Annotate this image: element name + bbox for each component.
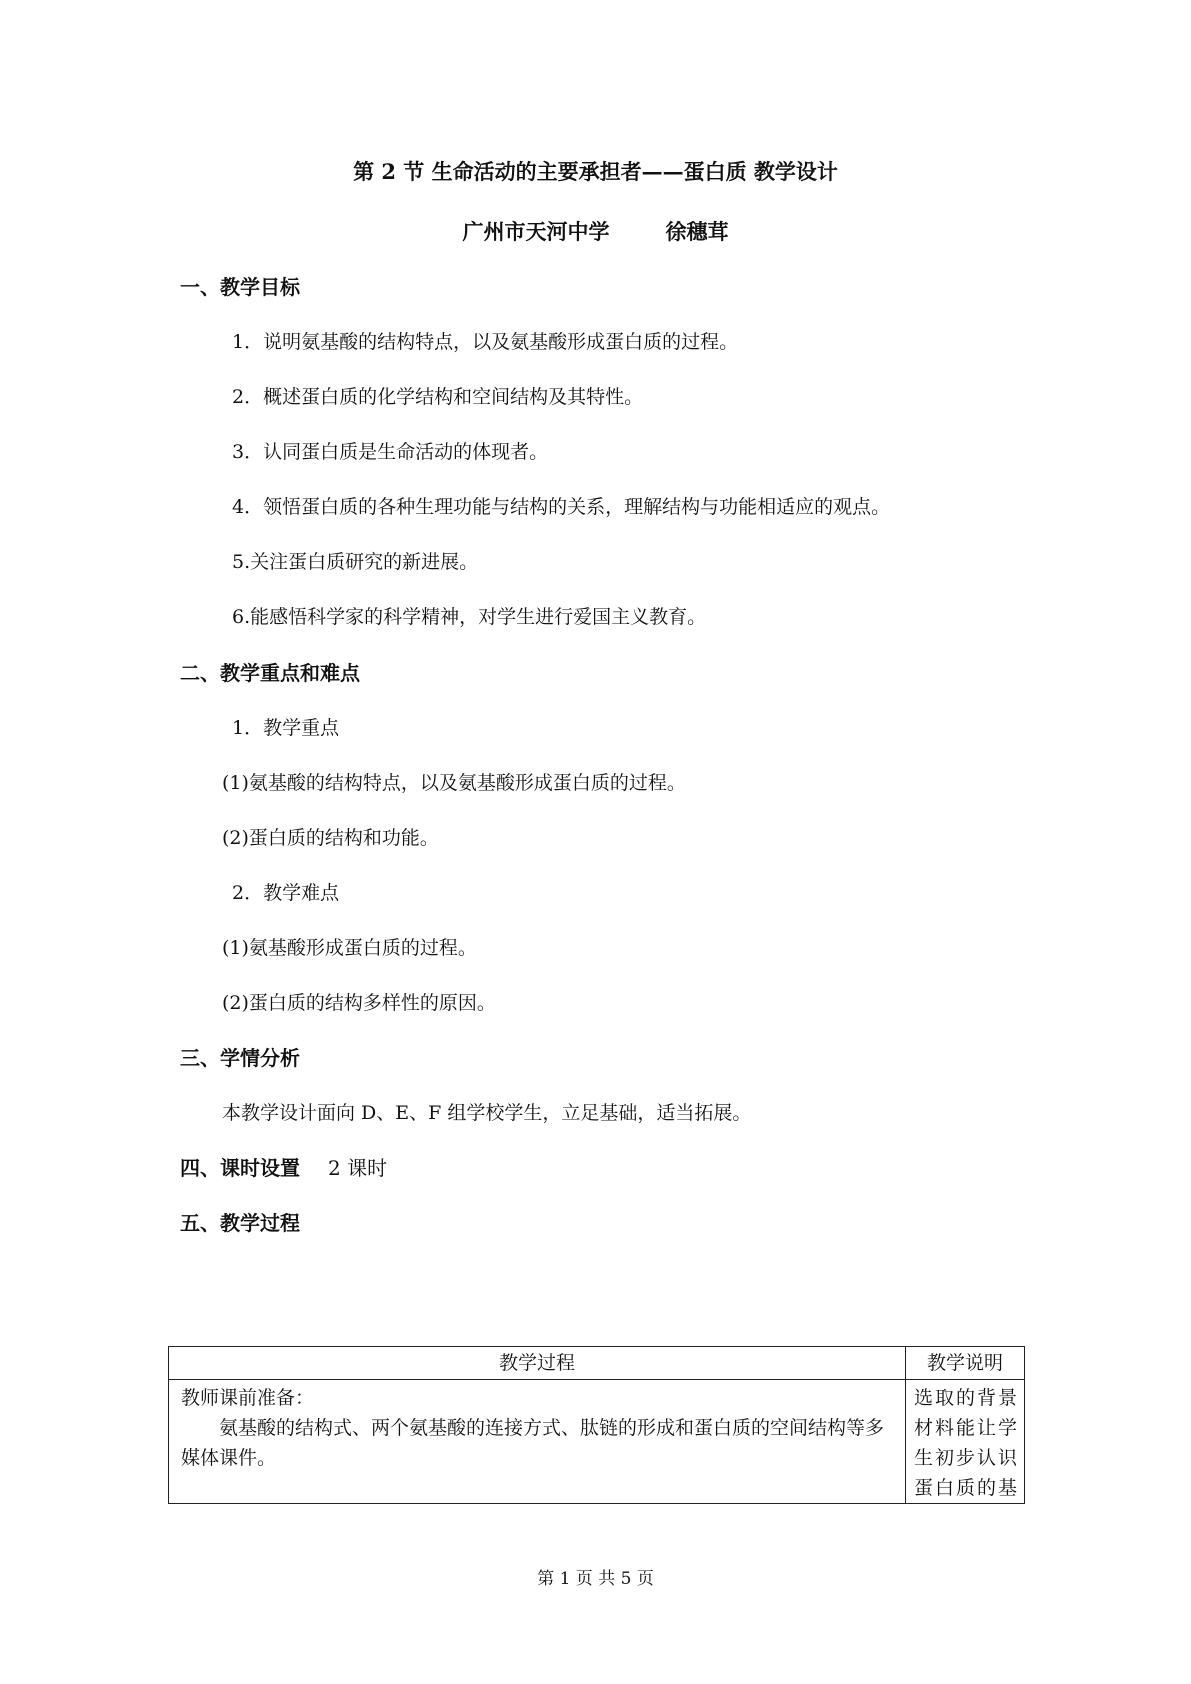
author-school: 广州市天河中学: [462, 219, 610, 244]
difficulty-item: (1)氨基酸形成蛋白质的过程。: [222, 937, 477, 959]
process-cell: [169, 1380, 906, 1504]
objective-item: 4．领悟蛋白质的各种生理功能与结构的关系，理解结构与功能相适应的观点。: [232, 496, 891, 518]
table-header-notes: 教学说明: [906, 1347, 1025, 1380]
difficulty-item: (2)蛋白质的结构多样性的原因。: [222, 992, 496, 1014]
objective-item: 1．说明氨基酸的结构特点，以及氨基酸形成蛋白质的过程。: [232, 331, 739, 353]
schedule-label: 四、课时设置: [180, 1156, 300, 1180]
section-heading-schedule: [180, 1153, 387, 1183]
table-header-row: [169, 1347, 1025, 1380]
section-heading-process: 五、教学过程: [180, 1211, 300, 1235]
note-line: 材料能让学: [914, 1417, 1020, 1439]
note-line: 选取的背景: [914, 1387, 1020, 1409]
section-heading-objectives: 一、教学目标: [180, 275, 300, 299]
difficulties-heading: 2．教学难点: [232, 882, 340, 904]
section-heading-analysis: 三、学情分析: [180, 1046, 300, 1070]
key-point-item: (1)氨基酸的结构特点，以及氨基酸形成蛋白质的过程。: [222, 772, 686, 794]
table-header-process: 教学过程: [169, 1347, 906, 1380]
table-row: [169, 1380, 1025, 1504]
notes-cell: [906, 1380, 1025, 1504]
objective-item: 2．概述蛋白质的化学结构和空间结构及其特性。: [232, 386, 644, 408]
document-title: 第 2 节 生命活动的主要承担者——蛋白质 教学设计: [353, 159, 838, 184]
objective-item: 5.关注蛋白质研究的新进展。: [232, 551, 479, 573]
objective-item: 3．认同蛋白质是生命活动的体现者。: [232, 441, 549, 463]
note-line: 生初步认识: [914, 1447, 1020, 1469]
note-line: 蛋白质的基: [914, 1477, 1020, 1499]
key-points-heading: 1．教学重点: [232, 717, 340, 739]
section-heading-key-points: 二、教学重点和难点: [180, 661, 360, 685]
objective-item: 6.能感悟科学家的科学精神，对学生进行爱国主义教育。: [232, 606, 707, 628]
process-body: 氨基酸的结构式、两个氨基酸的连接方式、肽链的形成和蛋白质的空间结构等多媒体课件。: [181, 1417, 885, 1469]
page-footer: 第 1 页 共 5 页: [537, 1569, 654, 1589]
schedule-value: 2 课时: [328, 1156, 388, 1180]
author-line: [0, 217, 1191, 247]
process-title: 教师课前准备：: [181, 1387, 315, 1409]
author-name: 徐穗茸: [665, 219, 729, 244]
process-table: [168, 1346, 1025, 1504]
analysis-text: 本教学设计面向 D、E、F 组学校学生，立足基础，适当拓展。: [222, 1102, 752, 1124]
key-point-item: (2)蛋白质的结构和功能。: [222, 827, 439, 849]
